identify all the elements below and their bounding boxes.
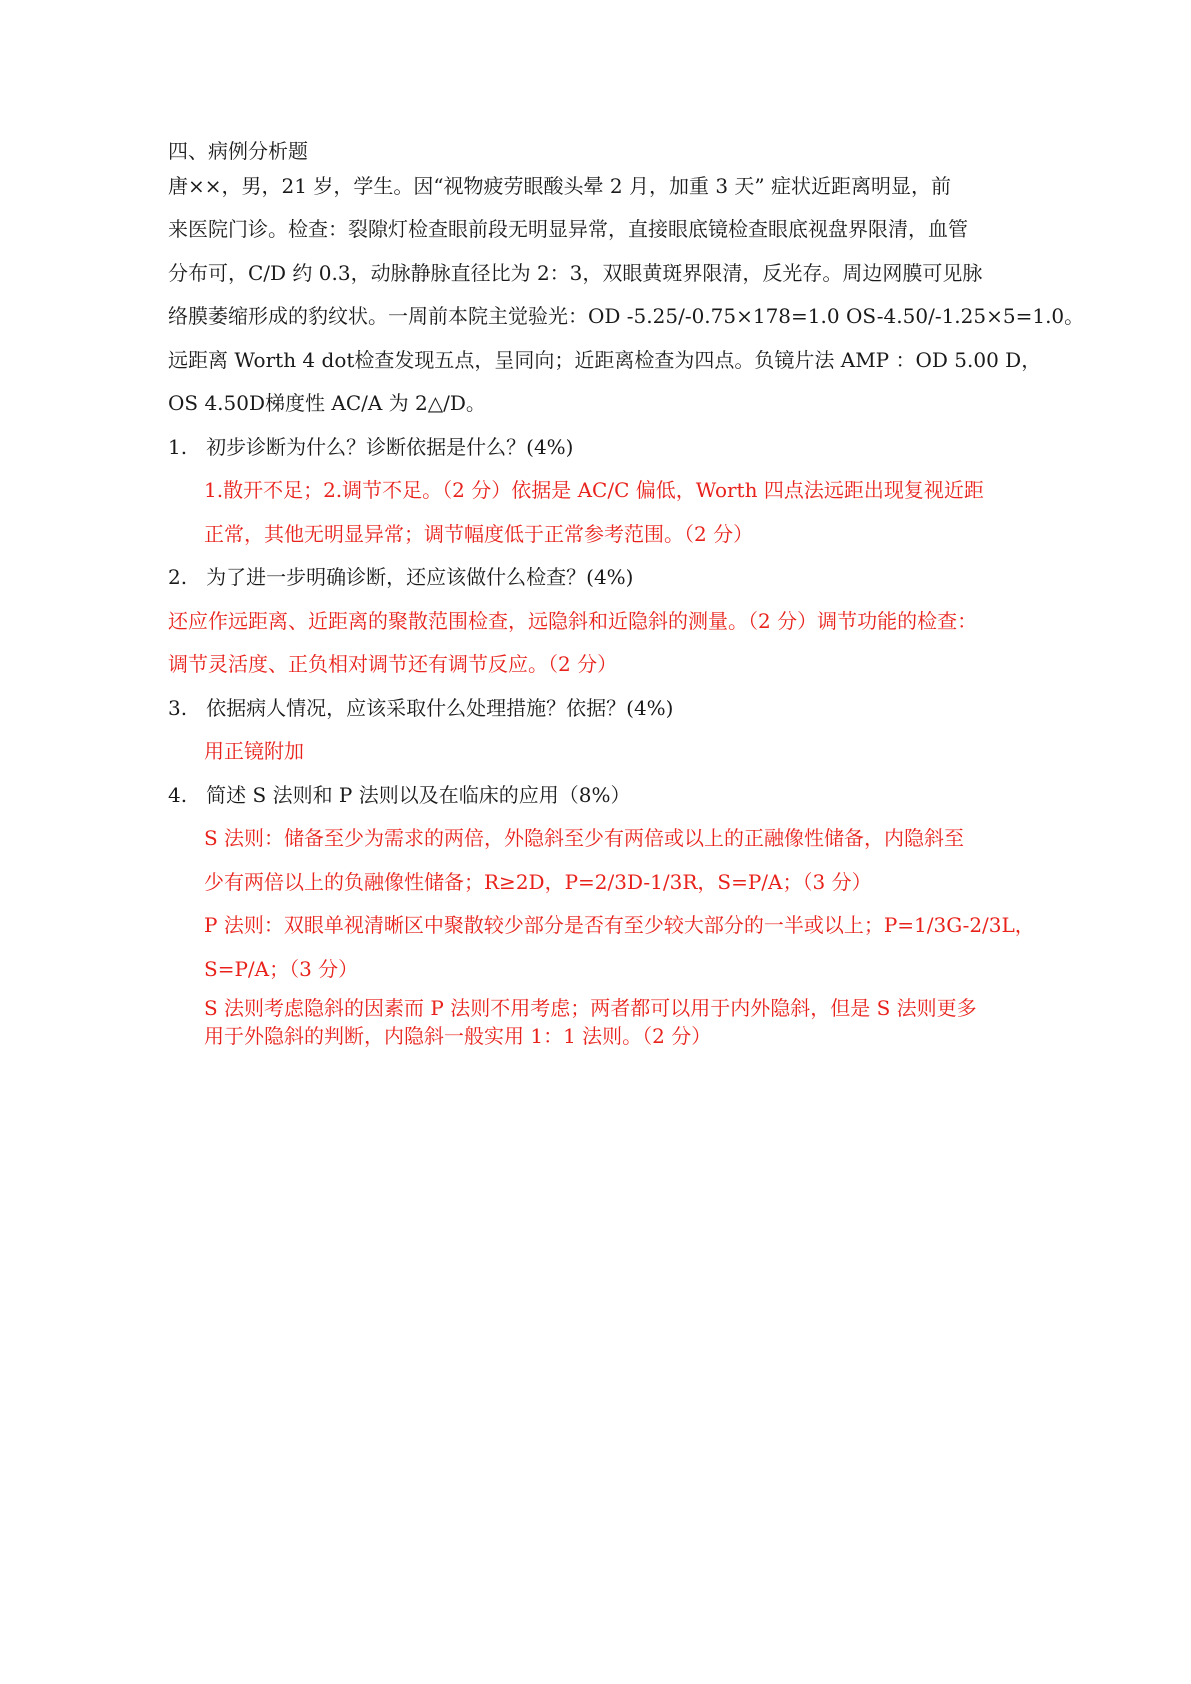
case-line: 唐××，男，21 岁，学生。因“视物疲劳眼酸头晕 2 月，加重 3 天” 症状近距离明显，前 <box>168 174 952 198</box>
answer-line: 1.散开不足；2.调节不足。（2 分）依据是 AC/C 偏低，Worth 四点法远距出现复视近距 <box>204 478 984 502</box>
answer-line: 正常，其他无明显异常；调节幅度低于正常参考范围。（2 分） <box>204 522 754 546</box>
case-line: 远距离 Worth 4 dot检查发现五点，呈同向；近距离检查为四点。负镜片法 AMP ：OD 5.00 D， <box>168 348 1042 372</box>
answer-line: 还应作远距离、近距离的聚散范围检查，远隐斜和近隐斜的测量。（2 分）调节功能的检查： <box>168 609 978 633</box>
answer-line: P 法则：双眼单视清晰区中聚散较少部分是否有至少较大部分的一半或以上；P=1/3G-2/3L， <box>204 913 1035 937</box>
answer-line: 调节灵活度、正负相对调节还有调节反应。（2 分） <box>168 652 618 676</box>
case-line: 来医院门诊。检查：裂隙灯检查眼前段无明显异常，直接眼底镜检查眼底视盘界限清，血管 <box>168 217 968 241</box>
section-title: 四、病例分析题 <box>168 139 308 163</box>
question-1: 1. 初步诊断为什么？诊断依据是什么？(4%) <box>168 435 574 459</box>
answer-line: S 法则考虑隐斜的因素而 P 法则不用考虑；两者都可以用于内外隐斜，但是 S 法则更多 <box>204 996 977 1020</box>
case-line: OS 4.50D梯度性 AC/A 为 2△/D。 <box>168 391 486 415</box>
answer-line: 用正镜附加 <box>204 739 304 763</box>
answer-line: 用于外隐斜的判断，内隐斜一般实用 1：1 法则。（2 分） <box>204 1024 712 1048</box>
question-4: 4. 简述 S 法则和 P 法则以及在临床的应用（8%） <box>168 783 631 807</box>
answer-line: S 法则：储备至少为需求的两倍，外隐斜至少有两倍或以上的正融像性储备，内隐斜至 <box>204 826 965 850</box>
answer-line: 少有两倍以上的负融像性储备；R≥2D，P=2/3D-1/3R，S=P/A；（3 分） <box>204 870 872 894</box>
question-2: 2. 为了进一步明确诊断，还应该做什么检查？(4%) <box>168 565 634 589</box>
case-line: 分布可，C/D 约 0.3，动脉静脉直径比为 2：3，双眼黄斑界限清，反光存。周边网膜可见脉 <box>168 261 983 285</box>
answer-line: S=P/A；（3 分） <box>204 957 359 981</box>
case-line: 络膜萎缩形成的豹纹状。一周前本院主觉验光：OD -5.25/-0.75×178=1.0 OS-4.50/-1.25×5=1.0。 <box>168 304 1085 328</box>
question-3: 3. 依据病人情况，应该采取什么处理措施？依据？(4%) <box>168 696 674 720</box>
